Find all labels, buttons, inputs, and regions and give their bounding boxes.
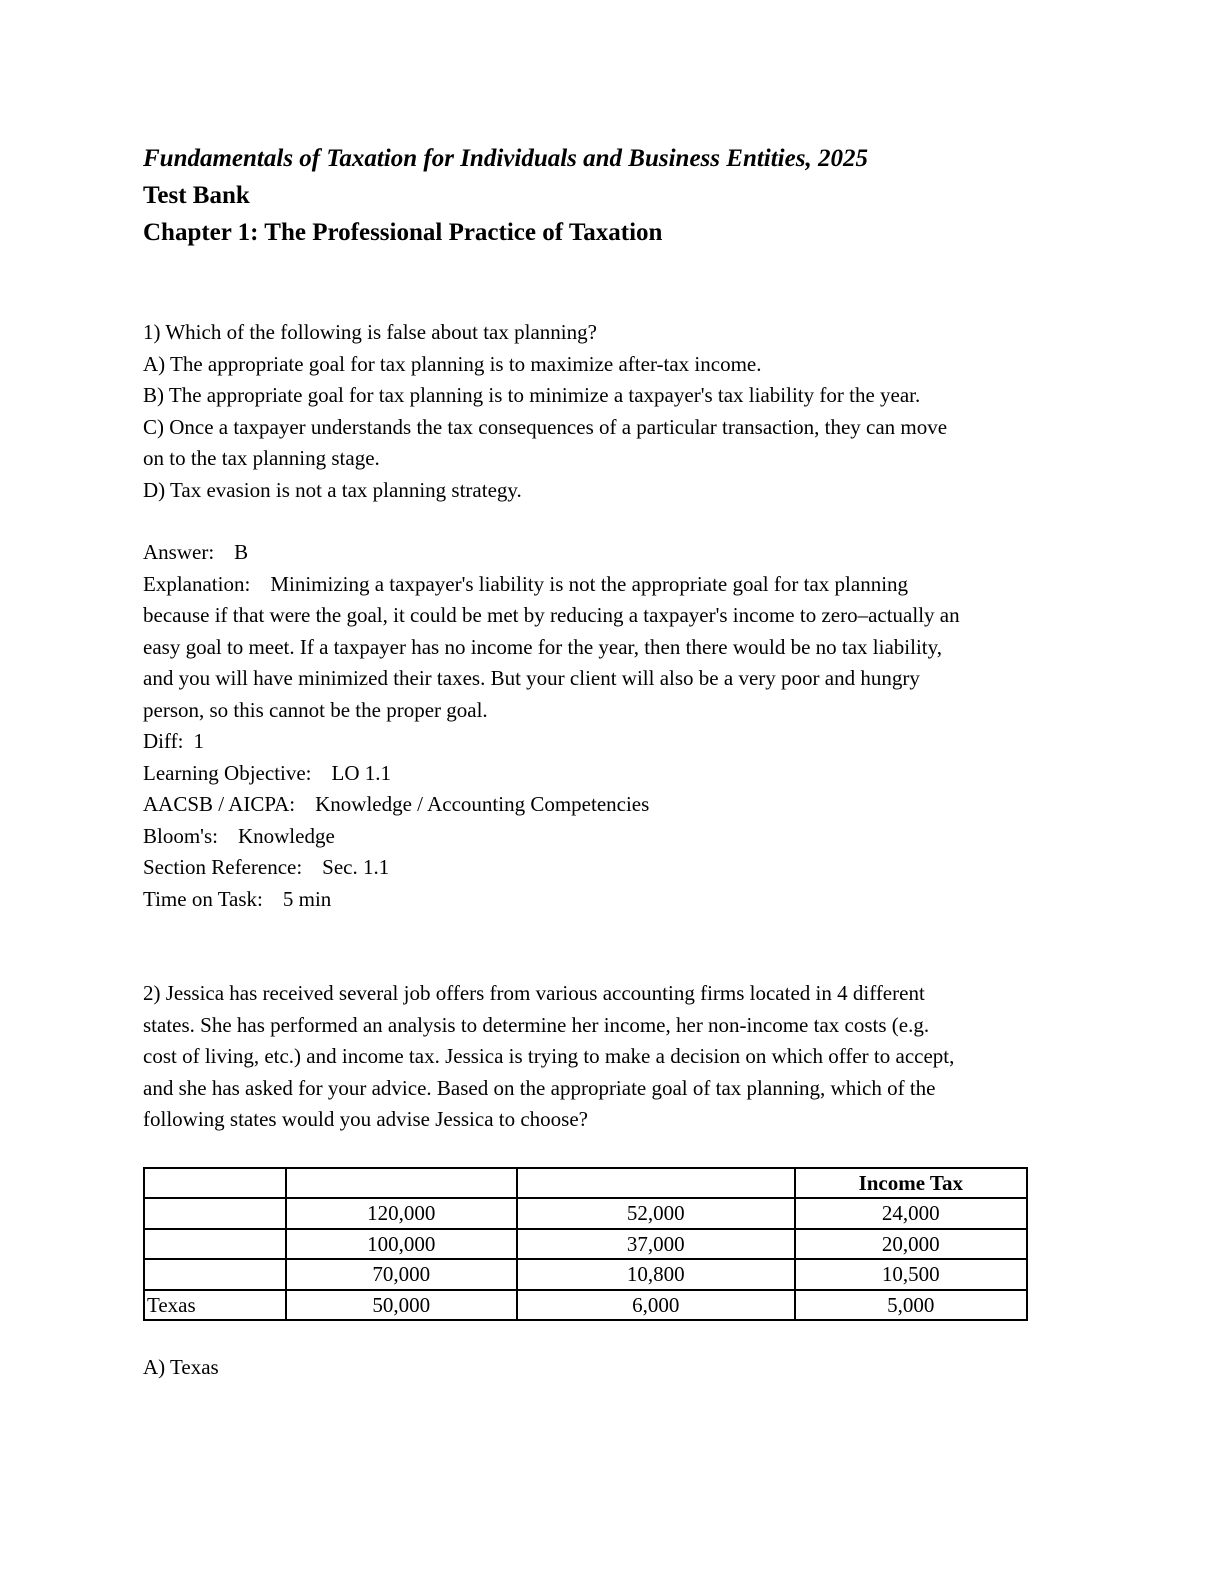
book-title: Fundamentals of Taxation for Individuals and Business Entities, 2025: [143, 145, 868, 172]
meta-label: Bloom's:: [143, 823, 218, 848]
table-cell: 52,000: [517, 1198, 795, 1229]
test-bank-heading: Test Bank: [143, 182, 250, 209]
table-cell: 10,800: [517, 1259, 795, 1290]
answer-line: [143, 537, 1083, 569]
question-1-option-b: B) The appropriate goal for tax planning is to minimize a taxpayer's tax liability for the year.: [143, 383, 921, 407]
question-1-option-c: C) Once a taxpayer understands the tax consequences of a particular transaction, they can move: [143, 414, 948, 439]
question-2-stem-line-5: following states would you advise Jessica to choose?: [143, 1107, 588, 1131]
question-2-stem-line-2: states. She has performed an analysis to determine her income, her non-income tax costs (e.g.: [143, 1012, 930, 1037]
meta-label: Learning Objective:: [143, 760, 312, 785]
table-cell-income-tax: 24,000: [795, 1198, 1027, 1229]
explanation-label: Explanation:: [143, 571, 251, 596]
question-1-option-c-continued: on to the tax planning stage.: [143, 446, 380, 470]
table-cell-state: Texas: [144, 1290, 286, 1321]
meta-label: AACSB / AICPA:: [143, 792, 296, 816]
explanation-line-4: and you will have minimized their taxes. But your client will also be a very poor and hungry: [143, 666, 920, 690]
table-cell: 37,000: [517, 1229, 795, 1260]
explanation-line-3: easy goal to meet. If a taxpayer has no income for the year, then there would be no tax liability,: [143, 634, 943, 659]
explanation-line-5: person, so this cannot be the proper goal.: [143, 697, 488, 722]
meta-time-on-task: [143, 884, 1083, 916]
table-cell-state: [144, 1259, 286, 1290]
table-header-row: [144, 1168, 1027, 1199]
meta-section-reference: [143, 852, 1083, 884]
explanation-line-1: [143, 569, 1083, 601]
table-cell-income-tax: 20,000: [795, 1229, 1027, 1260]
question-1-answer-block: [143, 537, 1083, 915]
meta-label: Section Reference:: [143, 855, 303, 879]
table-row: [144, 1259, 1027, 1290]
question-2-option-a: A) Texas: [143, 1355, 219, 1379]
table-cell: 70,000: [286, 1259, 517, 1290]
question-1-option-d: D) Tax evasion is not a tax planning strategy.: [143, 477, 522, 502]
meta-value: 1: [193, 729, 204, 753]
question-2-stem-line-3: cost of living, etc.) and income tax. Jessica is trying to make a decision on which offer to accept,: [143, 1044, 955, 1068]
meta-value: Knowledge / Accounting Competencies: [315, 792, 650, 816]
table-header-income-tax: Income Tax: [795, 1168, 1027, 1199]
meta-label: Diff:: [143, 729, 184, 753]
meta-value: Knowledge: [237, 823, 335, 848]
states-table: [143, 1167, 1028, 1322]
table-cell-state: [144, 1229, 286, 1260]
table-header-cell: [144, 1168, 286, 1199]
question-1-stem: 1) Which of the following is false about tax planning?: [143, 320, 597, 344]
question-2-stem-line-1: 2) Jessica has received several job offers from various accounting firms located in 4 different: [143, 981, 925, 1005]
meta-difficulty: [143, 726, 1083, 758]
table-row: [144, 1290, 1027, 1321]
meta-blooms: [143, 821, 1083, 853]
document-page: [143, 140, 1083, 1384]
question-1: [143, 317, 1083, 506]
meta-value: Sec. 1.1: [322, 855, 390, 879]
explanation-text: Minimizing a taxpayer's liability is not the appropriate goal for tax planning: [270, 571, 909, 596]
table-cell-state: [144, 1198, 286, 1229]
meta-label: Time on Task:: [143, 886, 263, 911]
table-row: [144, 1229, 1027, 1260]
table-cell: 120,000: [286, 1198, 517, 1229]
table-cell: 100,000: [286, 1229, 517, 1260]
question-2: [143, 978, 1083, 1136]
table-cell-income-tax: 5,000: [795, 1290, 1027, 1321]
explanation-line-2: because if that were the goal, it could be met by reducing a taxpayer's income to zero–actually an: [143, 603, 960, 627]
table-cell: 6,000: [517, 1290, 795, 1321]
answer-value: B: [234, 540, 249, 564]
meta-value: LO 1.1: [331, 760, 392, 785]
table-header-cell: [286, 1168, 517, 1199]
table-cell: 50,000: [286, 1290, 517, 1321]
table-row: [144, 1198, 1027, 1229]
answer-label: Answer:: [143, 540, 215, 564]
table-header-cell: [517, 1168, 795, 1199]
meta-value: 5 min: [282, 886, 332, 911]
meta-aacsb-aicpa: [143, 789, 1083, 821]
question-1-option-a: A) The appropriate goal for tax planning is to maximize after-tax income.: [143, 351, 762, 376]
table-cell-income-tax: 10,500: [795, 1259, 1027, 1290]
chapter-heading: Chapter 1: The Professional Practice of Taxation: [143, 219, 663, 246]
question-2-stem-line-4: and she has asked for your advice. Based on the appropriate goal of tax planning, which of the: [143, 1075, 936, 1100]
meta-learning-objective: [143, 758, 1083, 790]
